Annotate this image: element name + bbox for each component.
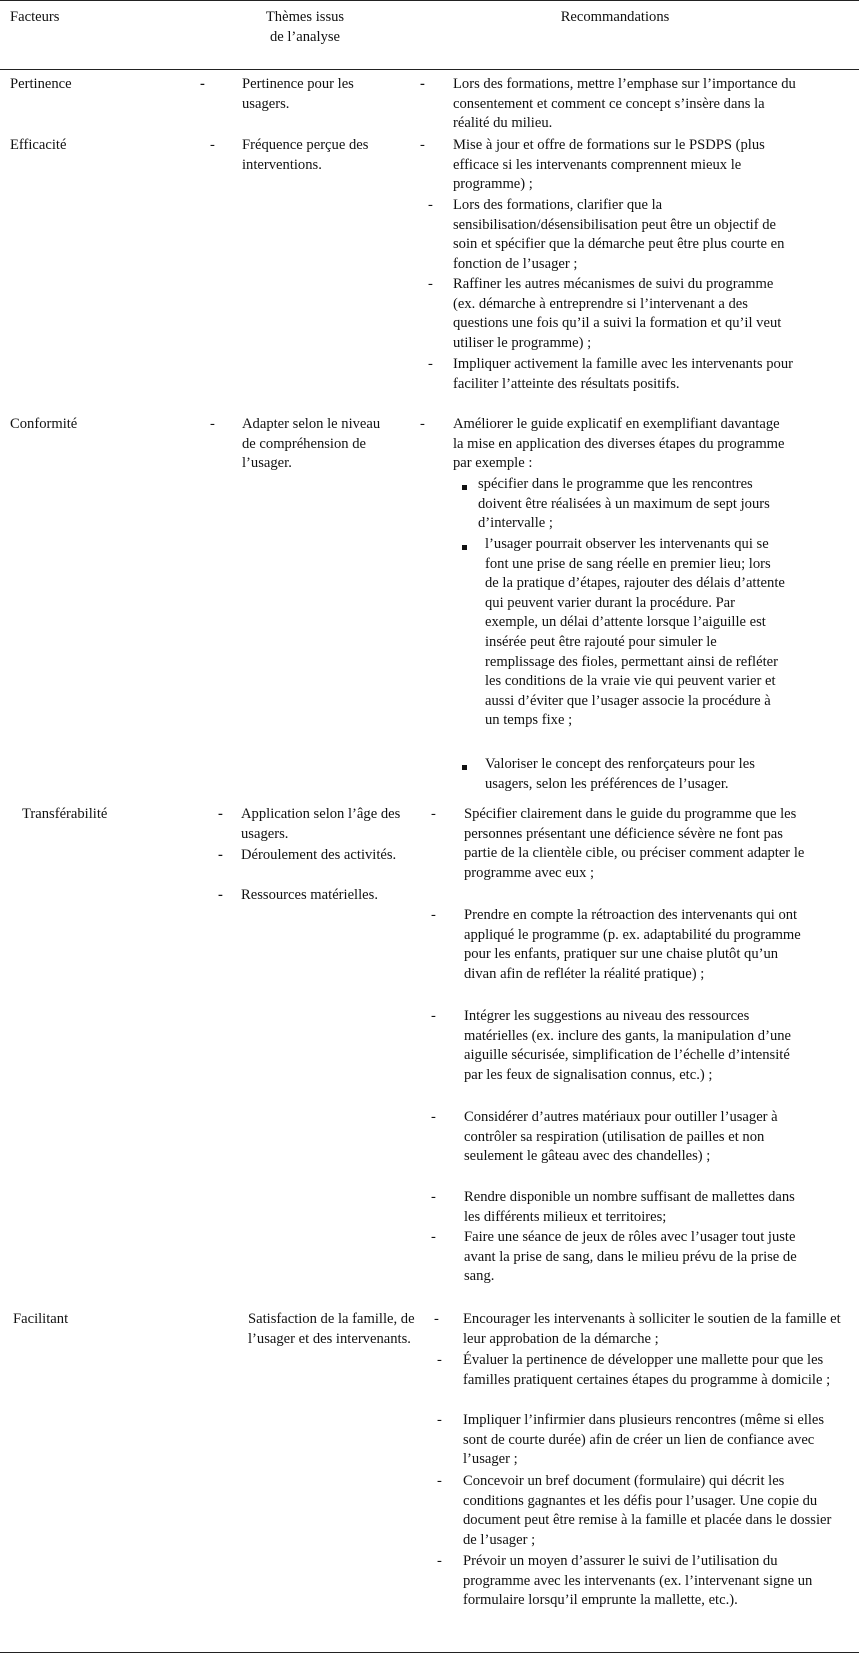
bullet-dash: - <box>200 76 205 92</box>
bullet-dash: - <box>431 907 436 923</box>
recommendation-item: Raffiner les autres mécanismes de suivi du programme (ex. démarche à entreprendre si l’intervenant a des questions une fois qu’il a suivi la formation et qu’il veut utiliser le programme) ; <box>453 276 782 351</box>
bullet-dash: - <box>420 416 425 432</box>
recommendation-item: Lors des formations, mettre l’emphase sur l’importance du consentement et comment ce concept s’insère dans la réalité du milieu. <box>453 76 796 132</box>
bullet-dash: - <box>210 416 215 432</box>
header-themes-line1: Thèmes issus <box>265 9 345 25</box>
recommendation-item: Impliquer l’infirmier dans plusieurs rencontres (même si elles sont de courte durée) afin de créer un lien de confiance avec l’usager ; <box>463 1412 825 1468</box>
row-factor-transferabilite: Transférabilité <box>22 806 108 822</box>
bullet-dash: - <box>218 847 223 863</box>
row-factor-conformite: Conformité <box>10 416 78 432</box>
sub-recommendation-item: l’usager pourrait observer les intervenants qui se font une prise de sang réelle en premier lieu; lors de la pratique d’étapes, rajouter des délais d’attente qui peuvent varier durant la procédure. Par exemple, un délai d’attente lorsque l’aiguille est insérée peut être rajouté pour simuler le remplissage des fioles, permettant ainsi de refléter les conditions de la vraie vie qui peuvent varier et aussi d’éviter que l’usager associe la procédure à un temps fixe ; <box>485 536 785 729</box>
table-bottom-rule <box>0 1652 859 1653</box>
header-themes <box>230 8 380 47</box>
theme-item: Déroulement des activités. <box>241 847 397 863</box>
bullet-dash: - <box>437 1412 442 1428</box>
row-factor-facilitant: Facilitant <box>13 1311 69 1327</box>
recommendation-item: Considérer d’autres matériaux pour outiller l’usager à contrôler sa respiration (utilisation de pailles et non seulement le gâteau avec des chandelles) ; <box>464 1109 778 1165</box>
square-bullet-icon <box>462 545 467 550</box>
recommendation-item: Encourager les intervenants à solliciter le soutien de la famille et leur approbation de la démarche ; <box>463 1311 841 1347</box>
recommendation-item: Rendre disponible un nombre suffisant de mallettes dans les différents milieux et territoires; <box>464 1189 795 1225</box>
bullet-dash: - <box>420 137 425 153</box>
recommendation-item: Mise à jour et offre de formations sur le PSDPS (plus efficace si les intervenants comprennent mieux le programme) ; <box>453 137 765 193</box>
header-factors: Facteurs <box>10 9 60 25</box>
recommendation-item: Prendre en compte la rétroaction des intervenants qui ont appliqué le programme (p. ex. adaptabilité du programme pour les enfants, pratiquer sur une chaise plutôt qu’un divan afin de refléter la réalité pratique) ; <box>464 907 801 982</box>
bullet-dash: - <box>431 1229 436 1245</box>
bullet-dash: - <box>428 356 433 372</box>
header-recommendations: Recommandations <box>560 9 670 25</box>
recommendation-item: Améliorer le guide explicatif en exemplifiant davantage la mise en application des diverses étapes du programme par exemple : <box>453 416 785 472</box>
bullet-dash: - <box>218 887 223 903</box>
row-factor-pertinence: Pertinence <box>10 76 72 92</box>
table-top-rule <box>0 0 859 1</box>
square-bullet-icon <box>462 765 467 770</box>
bullet-dash: - <box>431 806 436 822</box>
sub-recommendation-item: spécifier dans le programme que les rencontres doivent être réalisées à un maximum de sept jours d’intervalle ; <box>478 476 770 532</box>
header-bottom-rule <box>0 69 859 70</box>
theme-item: Ressources matérielles. <box>241 887 378 903</box>
bullet-dash: - <box>428 197 433 213</box>
header-themes-line2: de l’analyse <box>269 28 341 45</box>
bullet-dash: - <box>431 1109 436 1125</box>
sub-recommendation-item: Valoriser le concept des renforçateurs pour les usagers, selon les préférences de l’usager. <box>485 756 755 792</box>
bullet-dash: - <box>437 1473 442 1489</box>
bullet-dash: - <box>431 1008 436 1024</box>
recommendation-item: Concevoir un bref document (formulaire) qui décrit les conditions gagnantes et les défis pour l’usager. Une copie du document peut être remise à la famille et placée dans le dossier de l’usager ; <box>463 1473 832 1548</box>
bullet-dash: - <box>437 1352 442 1368</box>
recommendation-item: Faire une séance de jeux de rôles avec l’usager tout juste avant la prise de sang, dans le milieu prévu de la prise de sang. <box>464 1229 797 1285</box>
recommendation-item: Intégrer les suggestions au niveau des ressources matérielles (ex. inclure des gants, la manipulation d’une aiguille sécurisée, simplification de l’échelle d’intensité par les feux de signalisation connus, etc.) ; <box>464 1008 792 1083</box>
bullet-dash: - <box>210 137 215 153</box>
recommendation-item: Prévoir un moyen d’assurer le suivi de l’utilisation du programme avec les intervenants (ex. l’intervenant signe un formulaire lorsqu’il emprunte la mallette, etc.). <box>463 1553 813 1609</box>
recommendation-item: Impliquer activement la famille avec les intervenants pour faciliter l’atteinte des résultats positifs. <box>453 356 793 392</box>
bullet-dash: - <box>428 276 433 292</box>
bullet-dash: - <box>431 1189 436 1205</box>
bullet-dash: - <box>437 1553 442 1569</box>
theme-item: Adapter selon le niveau de compréhension de l’usager. <box>242 416 381 472</box>
square-bullet-icon <box>462 485 467 490</box>
bullet-dash: - <box>218 806 223 822</box>
theme-item: Satisfaction de la famille, de l’usager et des intervenants. <box>248 1311 415 1347</box>
bullet-dash: - <box>434 1311 439 1327</box>
recommendation-item: Spécifier clairement dans le guide du programme que les personnes présentant une déficience sévère ne font pas partie de la clientèle cible, ou préciser comment adapter le programme avec eux ; <box>464 806 805 881</box>
recommendation-item: Lors des formations, clarifier que la sensibilisation/désensibilisation peut être un objectif de soin et spécifier que la démarche peut être plus courte en fonction de l’usager ; <box>453 197 785 272</box>
theme-item: Application selon l’âge des usagers. <box>241 806 401 842</box>
row-factor-efficacite: Efficacité <box>10 137 67 153</box>
bullet-dash: - <box>420 76 425 92</box>
recommendation-item: Évaluer la pertinence de développer une mallette pour que les familles pratiquent certaines étapes du programme à domicile ; <box>463 1352 831 1388</box>
theme-item: Fréquence perçue des interventions. <box>242 137 369 173</box>
theme-item: Pertinence pour les usagers. <box>242 76 354 112</box>
